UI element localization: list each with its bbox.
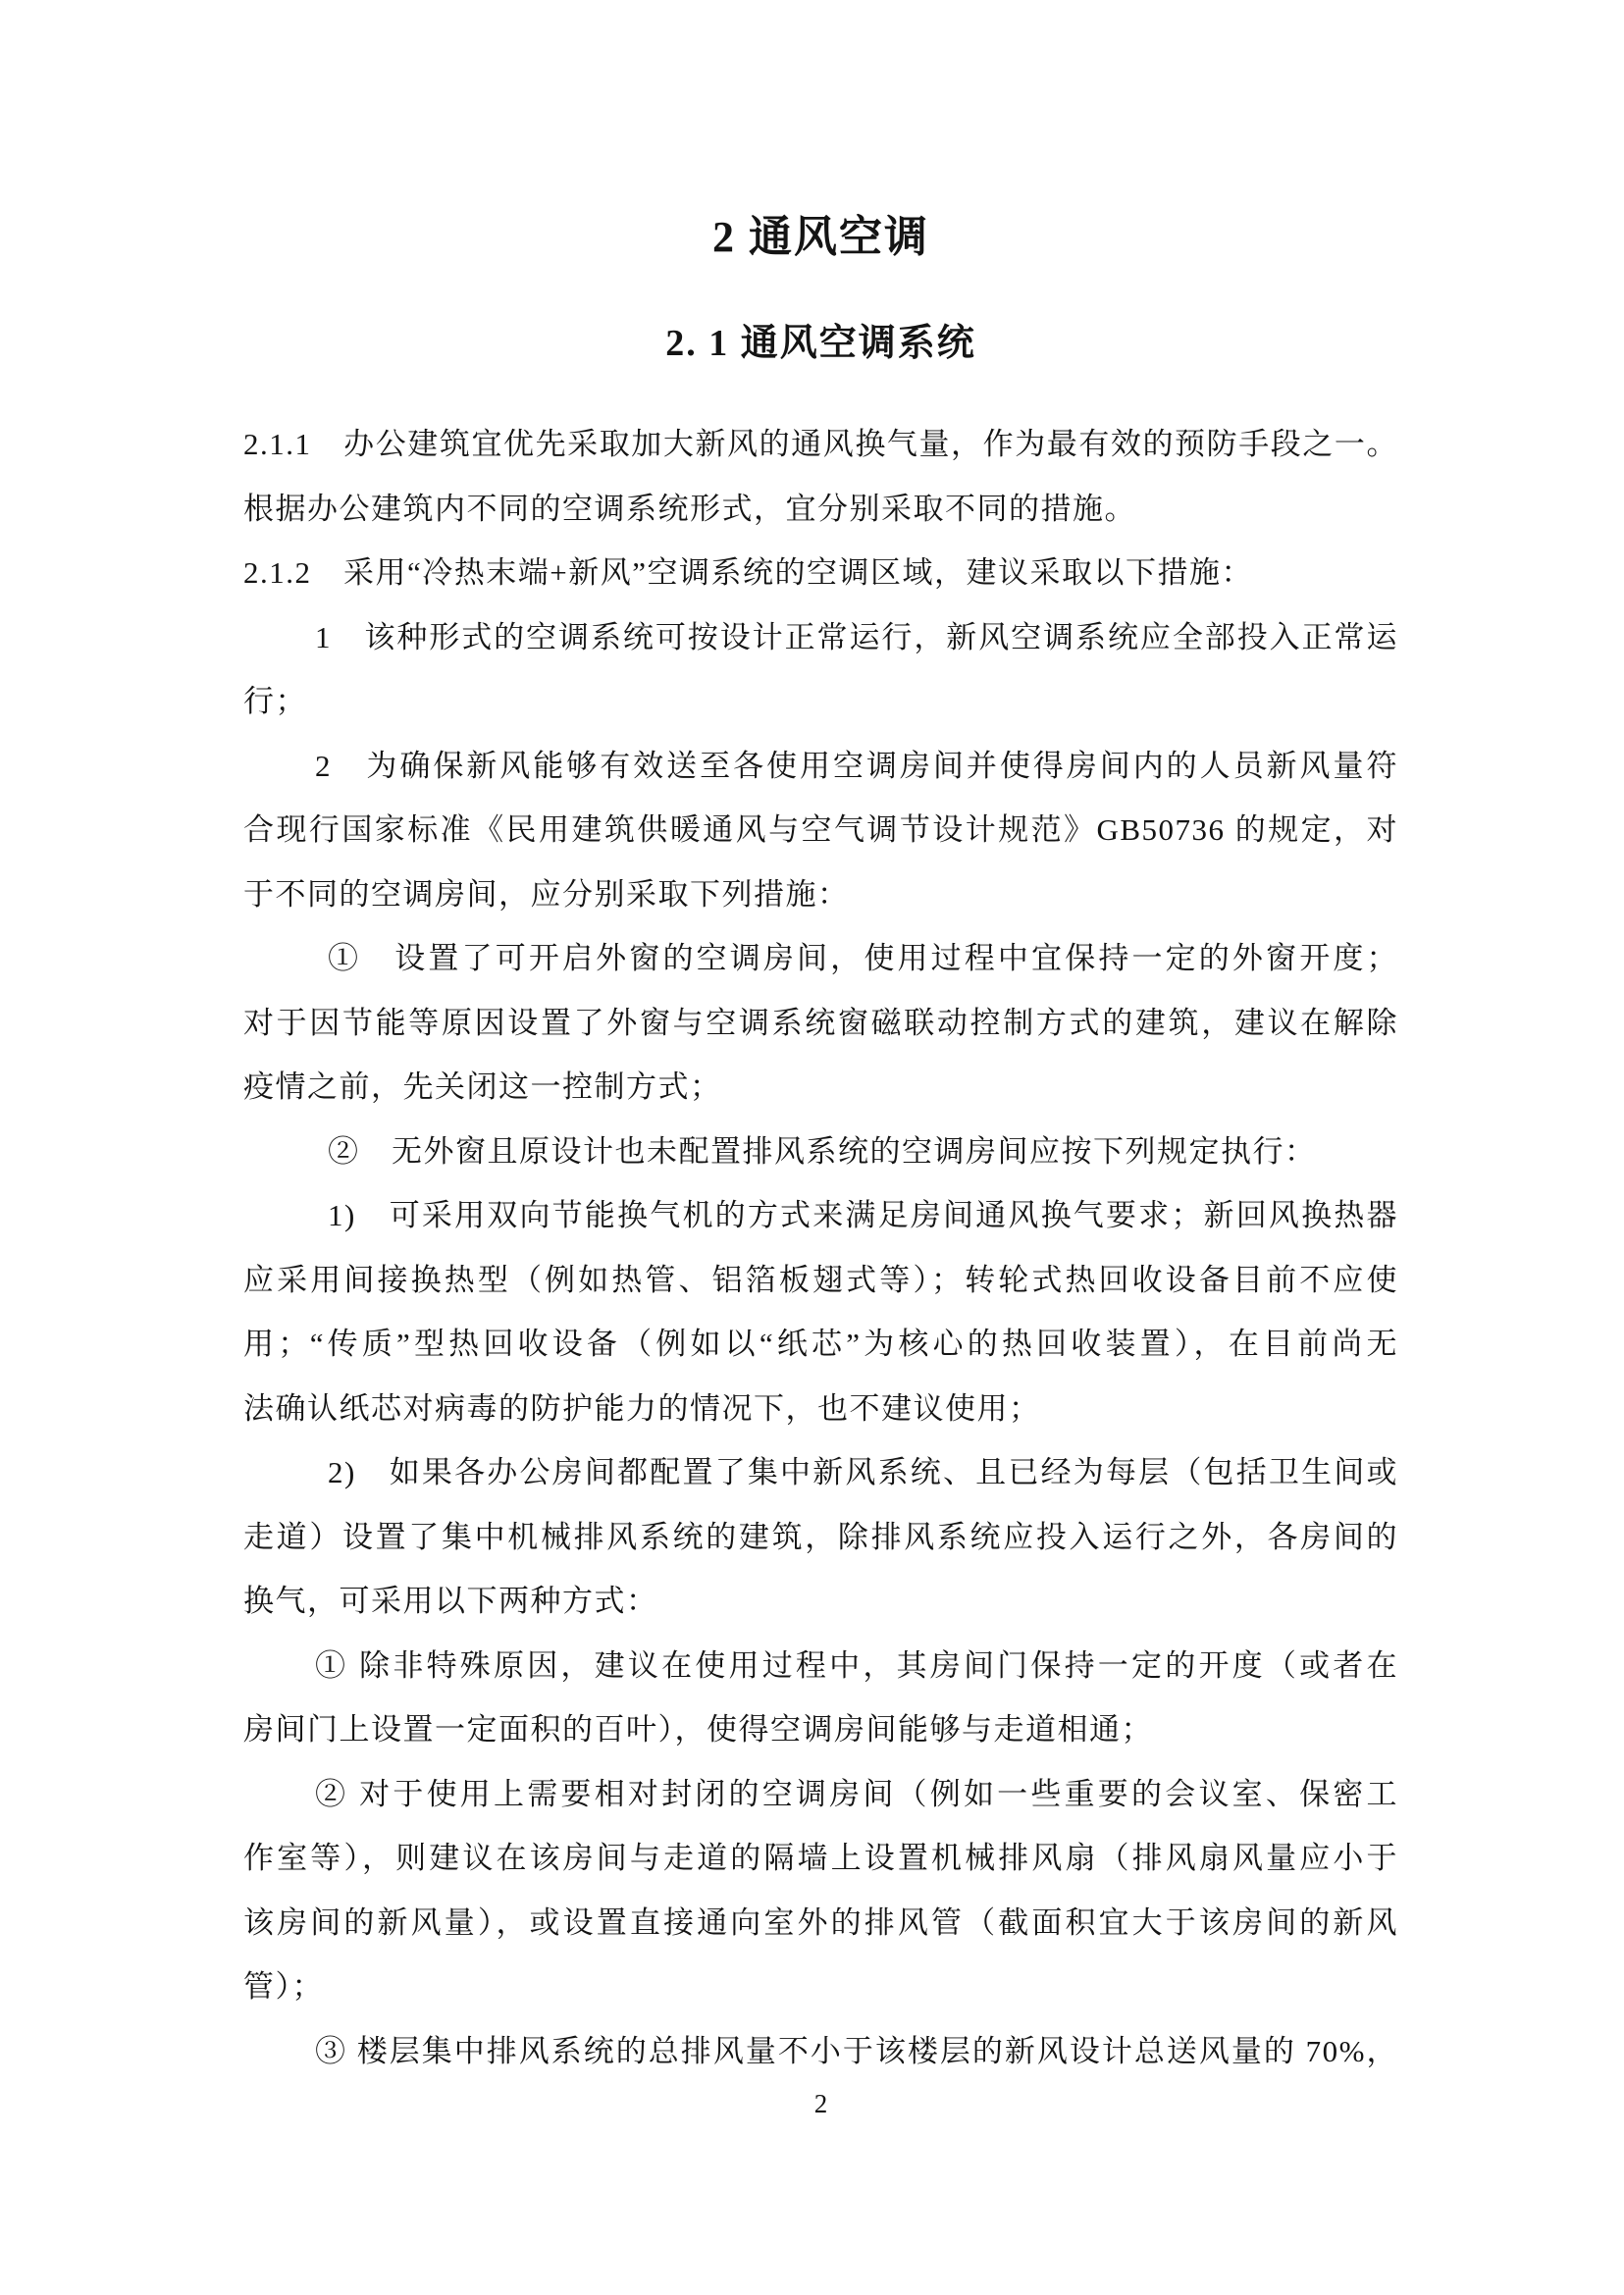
page-number: 2 [813, 2089, 828, 2118]
body-line: 管）； [243, 1969, 324, 2004]
body-line: ③ 楼层集中排风系统的总排风量不小于该楼层的新风设计总送风量的 70%， [315, 2033, 1398, 2068]
section-title: 2. 1 通风空调系统 [665, 323, 976, 364]
body-line: 对于因节能等原因设置了外窗与空调系统窗磁联动控制方式的建筑，建议在解除 [243, 1005, 1398, 1040]
body-line: 2) 如果各办公房间都配置了集中新风系统、且已经为每层（包括卫生间或 [328, 1455, 1398, 1489]
body-line: 换气，可采用以下两种方式： [243, 1584, 658, 1618]
body-line: 根据办公建筑内不同的空调系统形式，宜分别采取不同的措施。 [243, 491, 1136, 526]
body-line: ② 对于使用上需要相对封闭的空调房间（例如一些重要的会议室、保密工 [315, 1776, 1398, 1811]
body-line: ② 无外窗且原设计也未配置排风系统的空调房间应按下列规定执行： [328, 1133, 1317, 1169]
body-line: 2.1.2 采用“冷热末端+新风”空调系统的空调区域，建议采取以下措施： [243, 555, 1253, 590]
document-body [243, 412, 1398, 2083]
body-line: 用；“传质”型热回收设备（例如以“纸芯”为核心的热回收装置），在目前尚无 [243, 1327, 1398, 1361]
body-line: 1 该种形式的空调系统可按设计正常运行，新风空调系统应全部投入正常运 [315, 619, 1398, 654]
body-line: 法确认纸芯对病毒的防护能力的情况下，也不建议使用； [243, 1390, 1041, 1426]
body-line: 应采用间接换热型（例如热管、铝箔板翅式等）；转轮式热回收设备目前不应使 [243, 1262, 1398, 1297]
body-line: 作室等），则建议在该房间与走道的隔墙上设置机械排风扇（排风扇风量应小于 [243, 1841, 1398, 1875]
body-line: 2 为确保新风能够有效送至各使用空调房间并使得房间内的人员新风量符 [315, 748, 1398, 783]
body-line: 于不同的空调房间，应分别采取下列措施： [243, 876, 850, 912]
body-line: 该房间的新风量），或设置直接通向室外的排风管（截面积宜大于该房间的新风 [243, 1904, 1398, 1940]
body-line: ① 设置了可开启外窗的空调房间，使用过程中宜保持一定的外窗开度； [328, 941, 1398, 975]
chapter-title: 2 通风空调 [712, 213, 929, 261]
body-line: 合现行国家标准《民用建筑供暖通风与空气调节设计规范》GB50736 的规定，对 [243, 812, 1398, 847]
body-line: 行； [243, 684, 307, 718]
body-line: 疫情之前，先关闭这一控制方式； [243, 1069, 722, 1104]
body-line: 走道）设置了集中机械排风系统的建筑，除排风系统应投入运行之外，各房间的 [243, 1519, 1398, 1554]
body-line: ① 除非特殊原因，建议在使用过程中，其房间门保持一定的开度（或者在 [315, 1647, 1398, 1683]
body-line: 2.1.1 办公建筑宜优先采取加大新风的通风换气量，作为最有效的预防手段之一。 [243, 427, 1398, 461]
body-line: 1) 可采用双向节能换气机的方式来满足房间通风换气要求；新回风换热器 [328, 1198, 1398, 1232]
body-line: 房间门上设置一定面积的百叶），使得空调房间能够与走道相通； [243, 1712, 1153, 1747]
